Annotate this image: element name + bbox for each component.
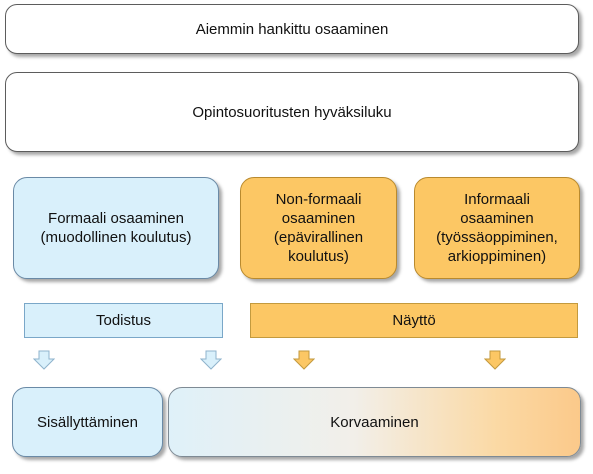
down-arrow-icon: [484, 350, 506, 370]
substitution-box: [168, 387, 581, 457]
demonstration-label: Näyttö: [392, 312, 436, 329]
informal-learning-label: Informaali osaaminen (työssäoppiminen, arkioppiminen): [436, 191, 558, 265]
inclusion-label: Sisällyttäminen: [37, 413, 138, 431]
formal-learning-box: [13, 177, 219, 279]
nonformal-learning-label: Non-formaali osaaminen (epävirallinen koulutus): [273, 191, 364, 265]
down-arrow-icon: [293, 350, 315, 370]
nonformal-learning-box: [240, 177, 397, 279]
certificate-label: Todistus: [95, 312, 152, 329]
credit-transfer-label: Opintosuoritusten hyväksiluku: [192, 103, 392, 121]
substitution-label: Korvaaminen: [330, 413, 419, 431]
credit-transfer-box: [5, 72, 579, 152]
prior-learning-label: Aiemmin hankittu osaaminen: [195, 20, 389, 38]
informal-learning-box: [414, 177, 580, 279]
prior-learning-box: [5, 4, 579, 54]
certificate-band: [24, 303, 223, 338]
demonstration-band: [250, 303, 578, 338]
formal-learning-label: Formaali osaaminen (muodollinen koulutus): [40, 210, 192, 246]
down-arrow-icon: [200, 350, 222, 370]
inclusion-box: [12, 387, 163, 457]
down-arrow-icon: [33, 350, 55, 370]
